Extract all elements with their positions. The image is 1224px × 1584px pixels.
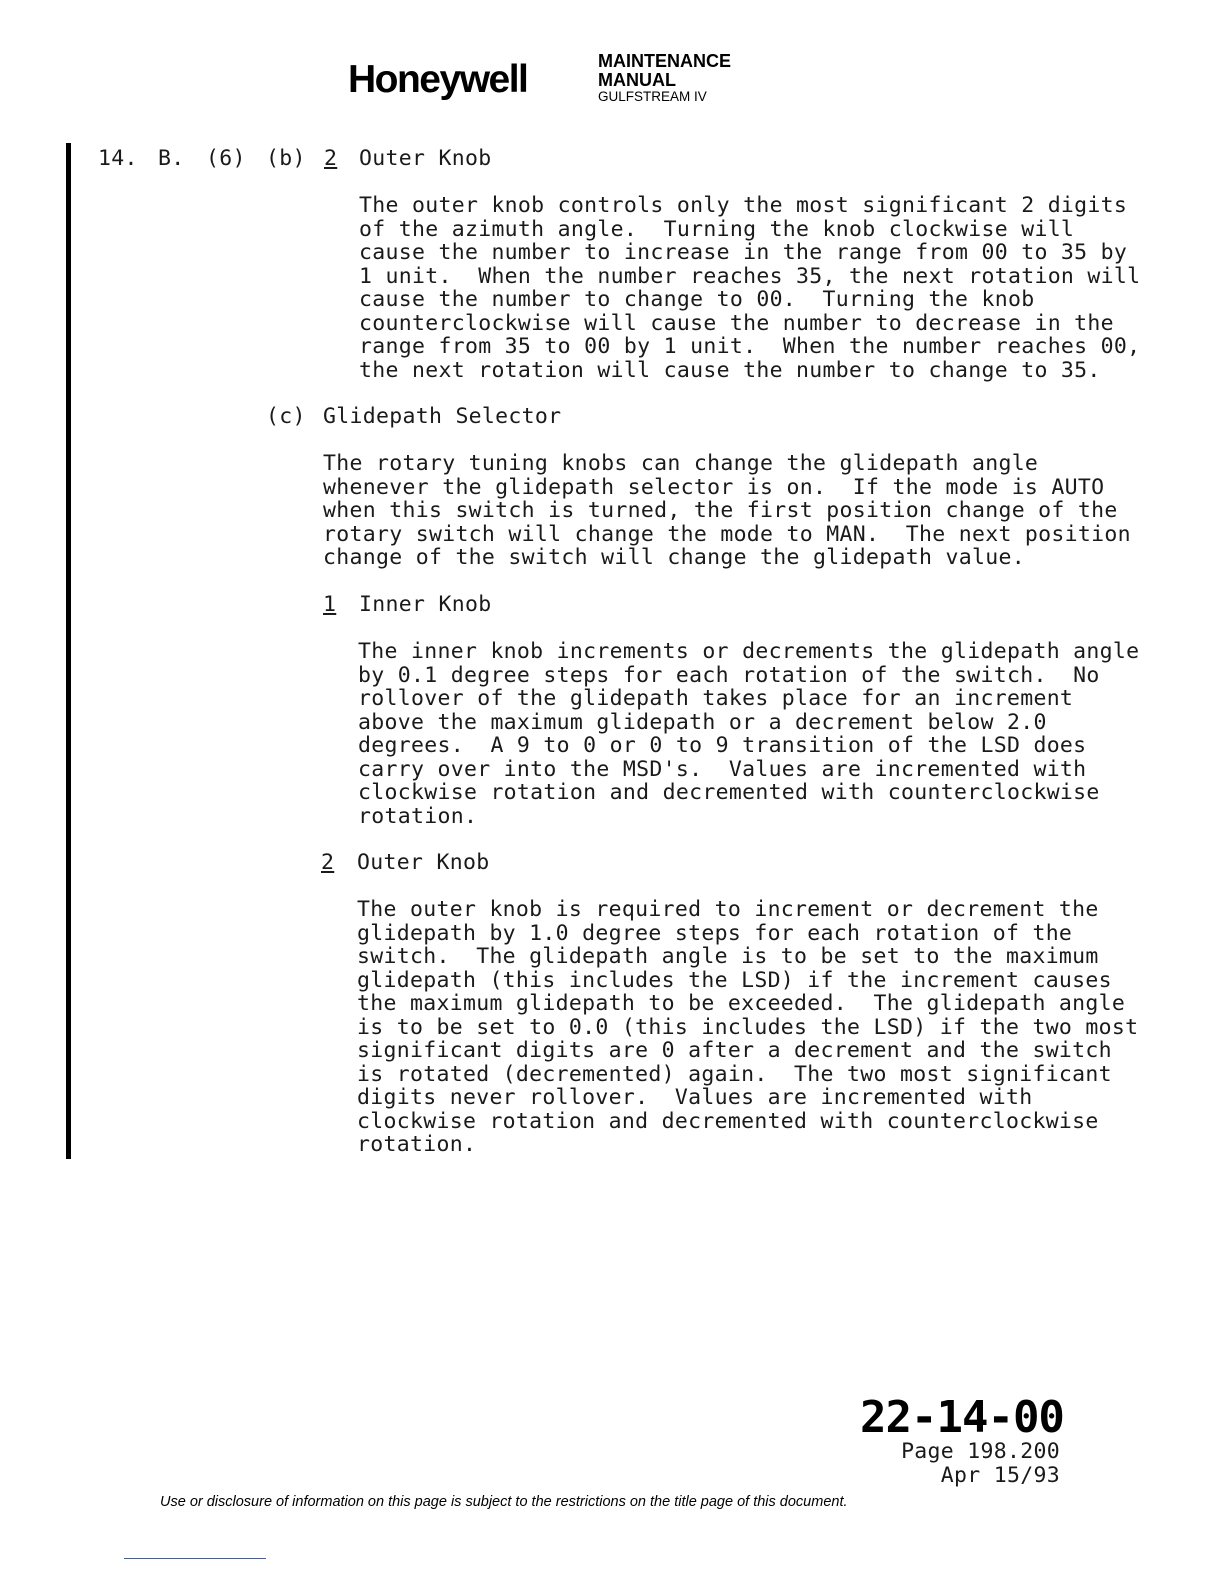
inner-knob-title: Inner Knob [359, 592, 492, 617]
disclosure-notice: Use or disclosure of information on this page is subject to the restrictions on the title page of this document. [160, 1494, 848, 1510]
page-info [901, 1440, 1060, 1488]
inner-knob-paragraph: The inner knob increments or decrements the glidepath angle by 0.1 degree steps for each rotation of the switch. No rollover of the glidepath takes place for an increment above the maximum glidepath or a decrement below 2.0 degrees. A 9 to 0 or 0 to 9 transition of the LSD does carry over into the MSD's. Values are incremented with clockwise rotation and decremented with counterclockwise rotation. [358, 639, 1140, 829]
outer-knob-glidepath-number: 2 [321, 850, 335, 875]
outer-knob-glidepath-paragraph: The outer knob is required to increment or decrement the glidepath by 1.0 degree steps for each rotation of the switch. The glidepath angle is to be set to the maximum glidepath (this includes the LSD) if the increment causes the maximum glidepath to be exceeded. The glidepath angle is to be set to 0.0 (this includes the LSD) if the two most significant digits are 0 after a decrement and the switch is rotated (decremented) again. The two most significant digits never rollover. Values are incremented with clockwise rotation and decremented with counterclockwise rotation. [357, 897, 1139, 1157]
revision-change-bar [66, 143, 71, 1159]
glidepath-selector-paragraph: The rotary tuning knobs can change the glidepath angle whenever the glidepath selector is on. If the mode is AUTO when this switch is turned, the first position change of the rotary switch will change the mode to MAN. The next position change of the switch will change the glidepath value. [323, 451, 1131, 570]
glidepath-selector-title: Glidepath Selector [323, 404, 562, 429]
item-number: (6) [206, 146, 246, 171]
chapter-section-code: 22-14-00 [860, 1392, 1064, 1443]
inner-knob-number: 1 [323, 592, 337, 617]
manual-line-maintenance: MAINTENANCE [598, 51, 731, 71]
outer-knob-azimuth-paragraph: The outer knob controls only the most significant 2 digits of the azimuth angle. Turning the knob clockwise will cause the number to increase in the range from 00 to 35 by 1 unit. When the number reaches 35, the next rotation will cause the number to change to 00. Turning the knob counterclockwise will cause the number to decrease in the range from 35 to 00 by 1 unit. When the number reaches 00, the next rotation will cause the number to change to 35. [359, 193, 1141, 383]
page-number: Page 198.200 [901, 1439, 1060, 1464]
manual-line-manual: MANUAL [598, 70, 676, 90]
manual-title-block [598, 52, 731, 104]
footnote-rule [124, 1558, 266, 1559]
revision-date: Apr 15/93 [940, 1463, 1060, 1488]
subitem-letter: (b) [266, 146, 306, 171]
step-title: Outer Knob [359, 146, 492, 171]
outer-knob-glidepath-title: Outer Knob [357, 850, 490, 875]
subsection-letter: B. [158, 146, 185, 171]
glidepath-item-label: (c) [266, 404, 306, 429]
manual-line-aircraft: GULFSTREAM IV [598, 89, 707, 104]
honeywell-logo: Honeywell [348, 58, 528, 101]
step-number: 2 [324, 146, 338, 171]
section-number: 14. [98, 146, 138, 171]
